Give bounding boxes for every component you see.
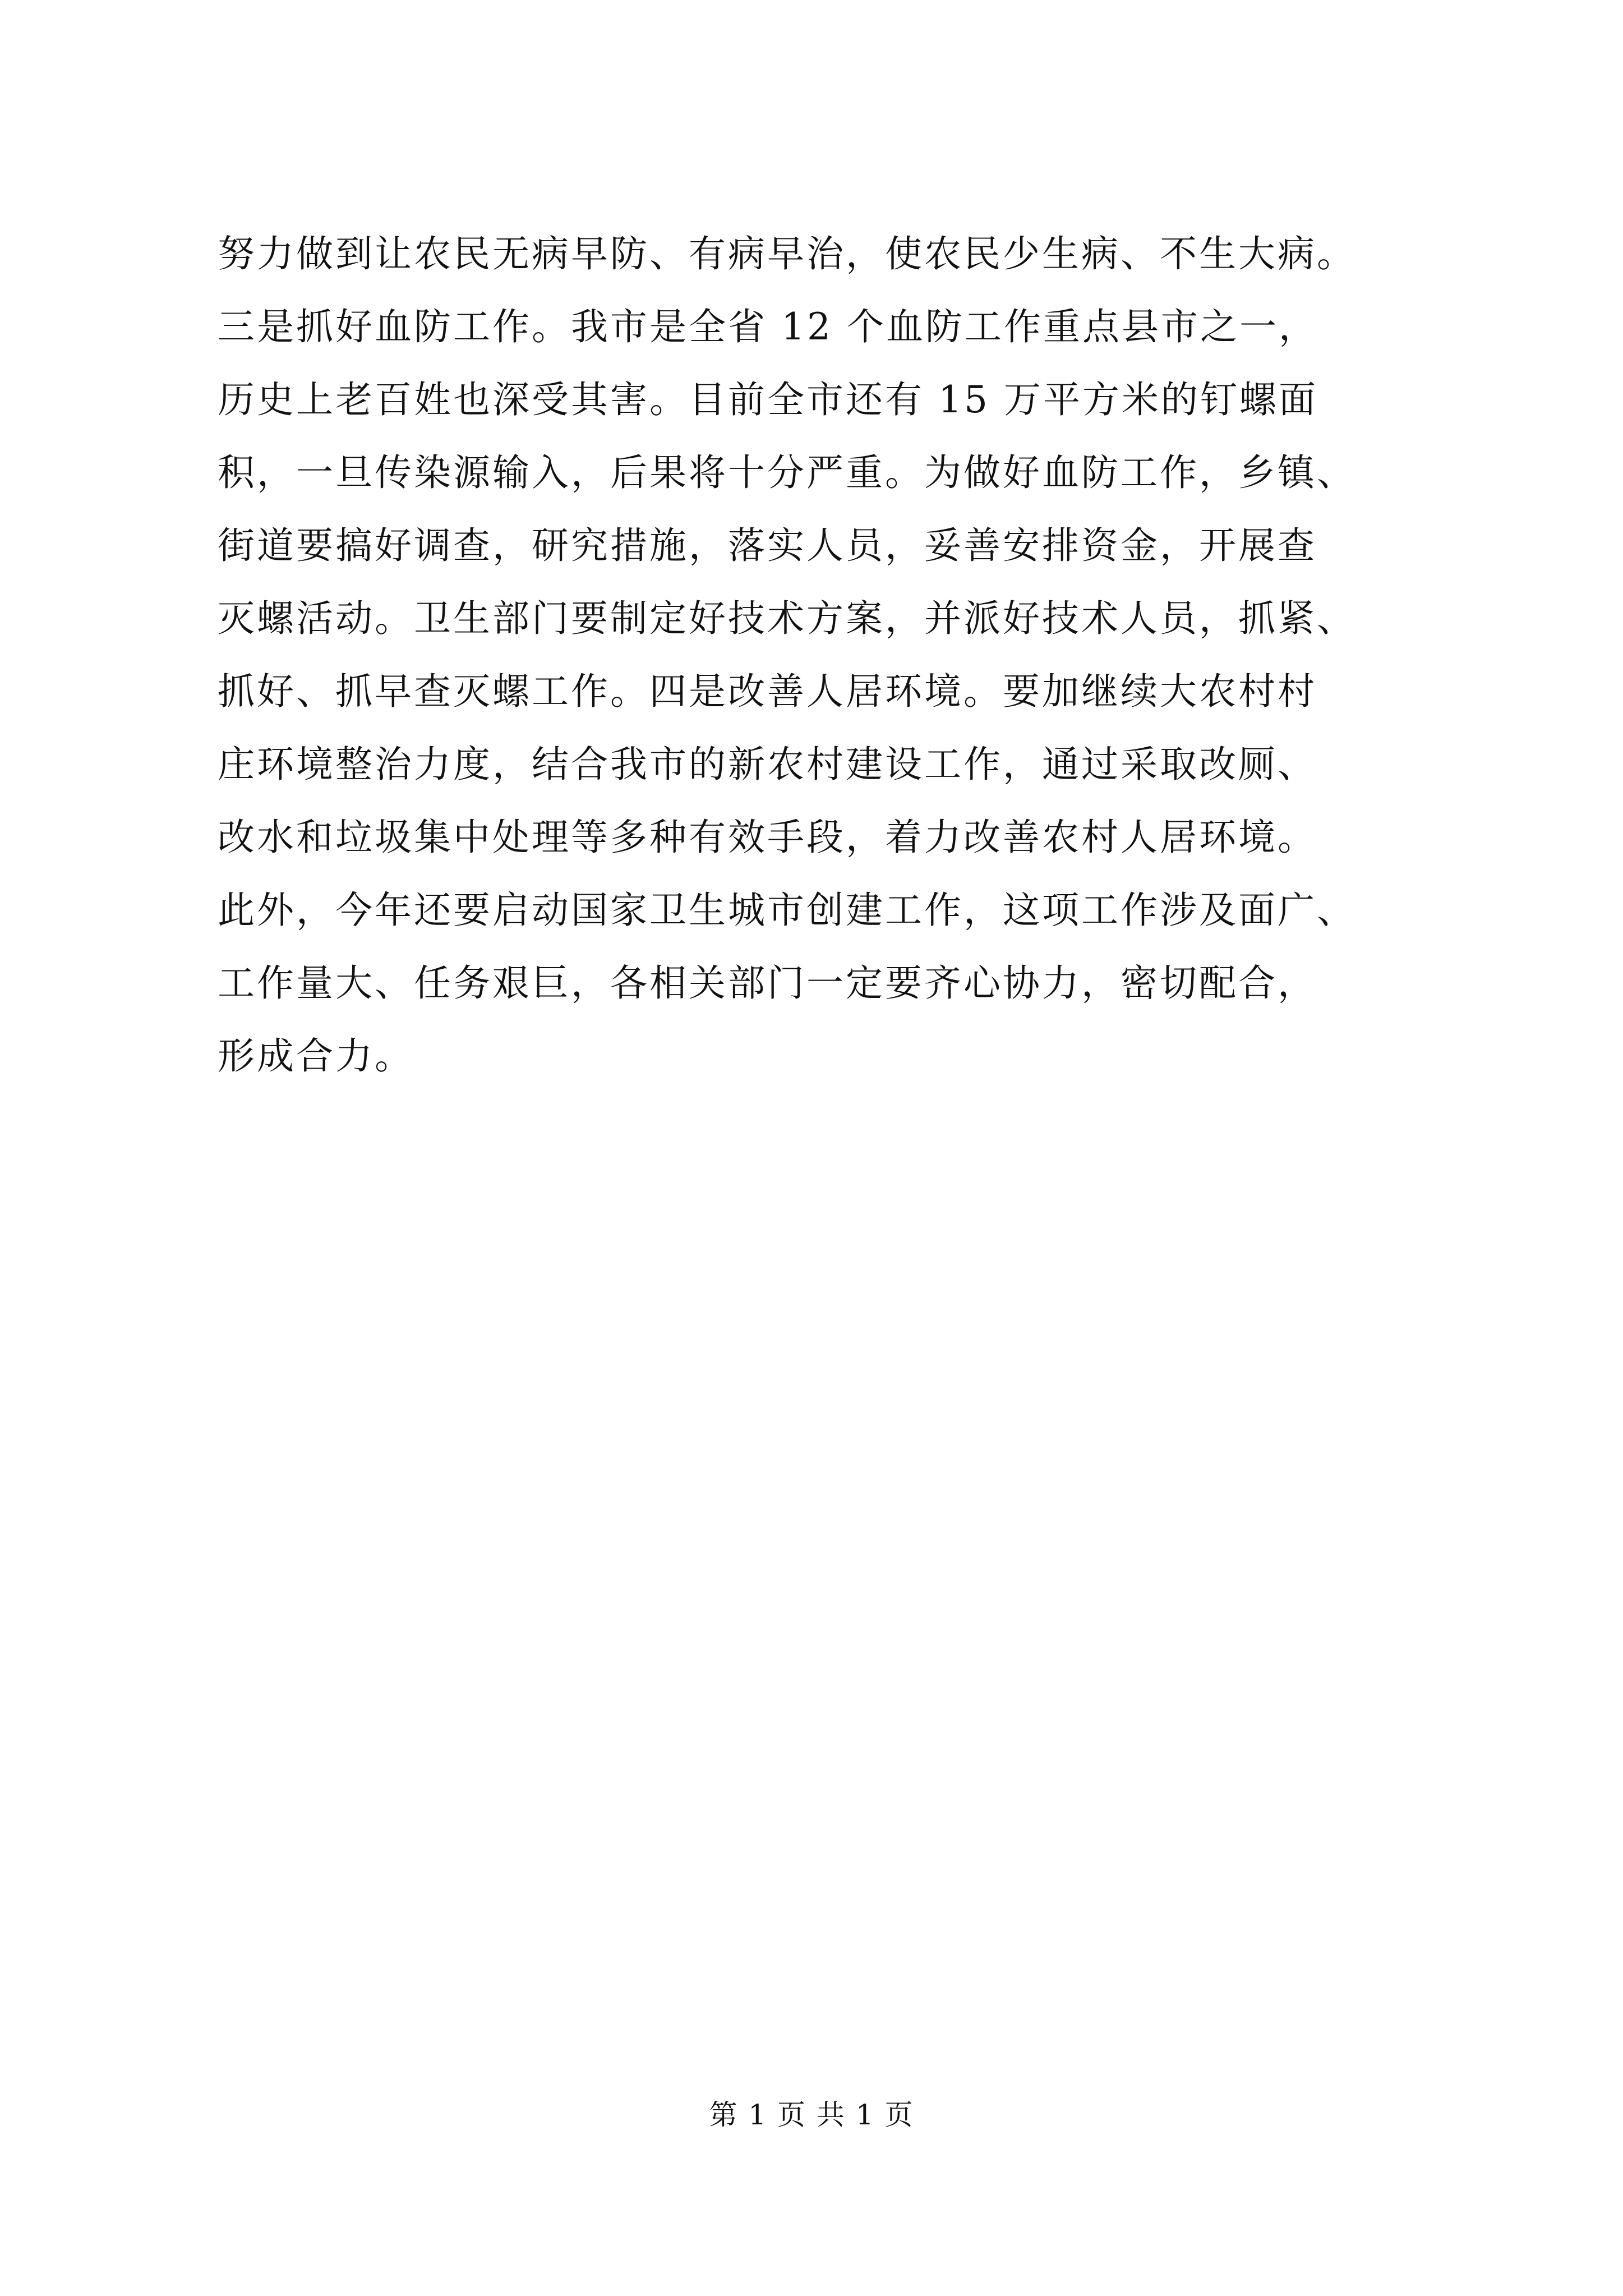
text-line: 努力做到让农民无病早防、有病早治，使农民少生病、不生大病。 (218, 232, 1356, 275)
text-line: 灭螺活动。卫生部门要制定好技术方案，并派好技术人员，抓紧、 (218, 597, 1356, 640)
text-line: 工作量大、任务艰巨，各相关部门一定要齐心协力，密切配合， (218, 961, 1317, 1005)
text-line: 历史上老百姓也深受其害。目前全市还有 15 万平方米的钉螺面 (218, 378, 1318, 421)
text-line: 改水和垃圾集中处理等多种有效手段，着力改善农村人居环境。 (218, 816, 1317, 859)
text-line: 庄环境整治力度，结合我市的新农村建设工作，通过采取改厕、 (218, 743, 1317, 786)
text-line: 此外，今年还要启动国家卫生城市创建工作，这项工作涉及面广、 (218, 889, 1356, 932)
text-line: 积，一旦传染源输入，后果将十分严重。为做好血防工作，乡镇、 (218, 451, 1356, 494)
text-line: 形成合力。 (218, 1034, 414, 1078)
text-line: 三是抓好血防工作。我市是全省 12 个血防工作重点县市之一， (218, 305, 1318, 348)
page-footer (0, 2095, 1623, 2134)
body-paragraph (218, 218, 1423, 1093)
text-line: 街道要搞好调查，研究措施，落实人员，妥善安排资金，开展查 (218, 524, 1317, 567)
text-line: 抓好、抓早查灭螺工作。四是改善人居环境。要加继续大农村村 (218, 670, 1317, 713)
page-number-label: 第 1 页 共 1 页 (709, 2099, 914, 2131)
